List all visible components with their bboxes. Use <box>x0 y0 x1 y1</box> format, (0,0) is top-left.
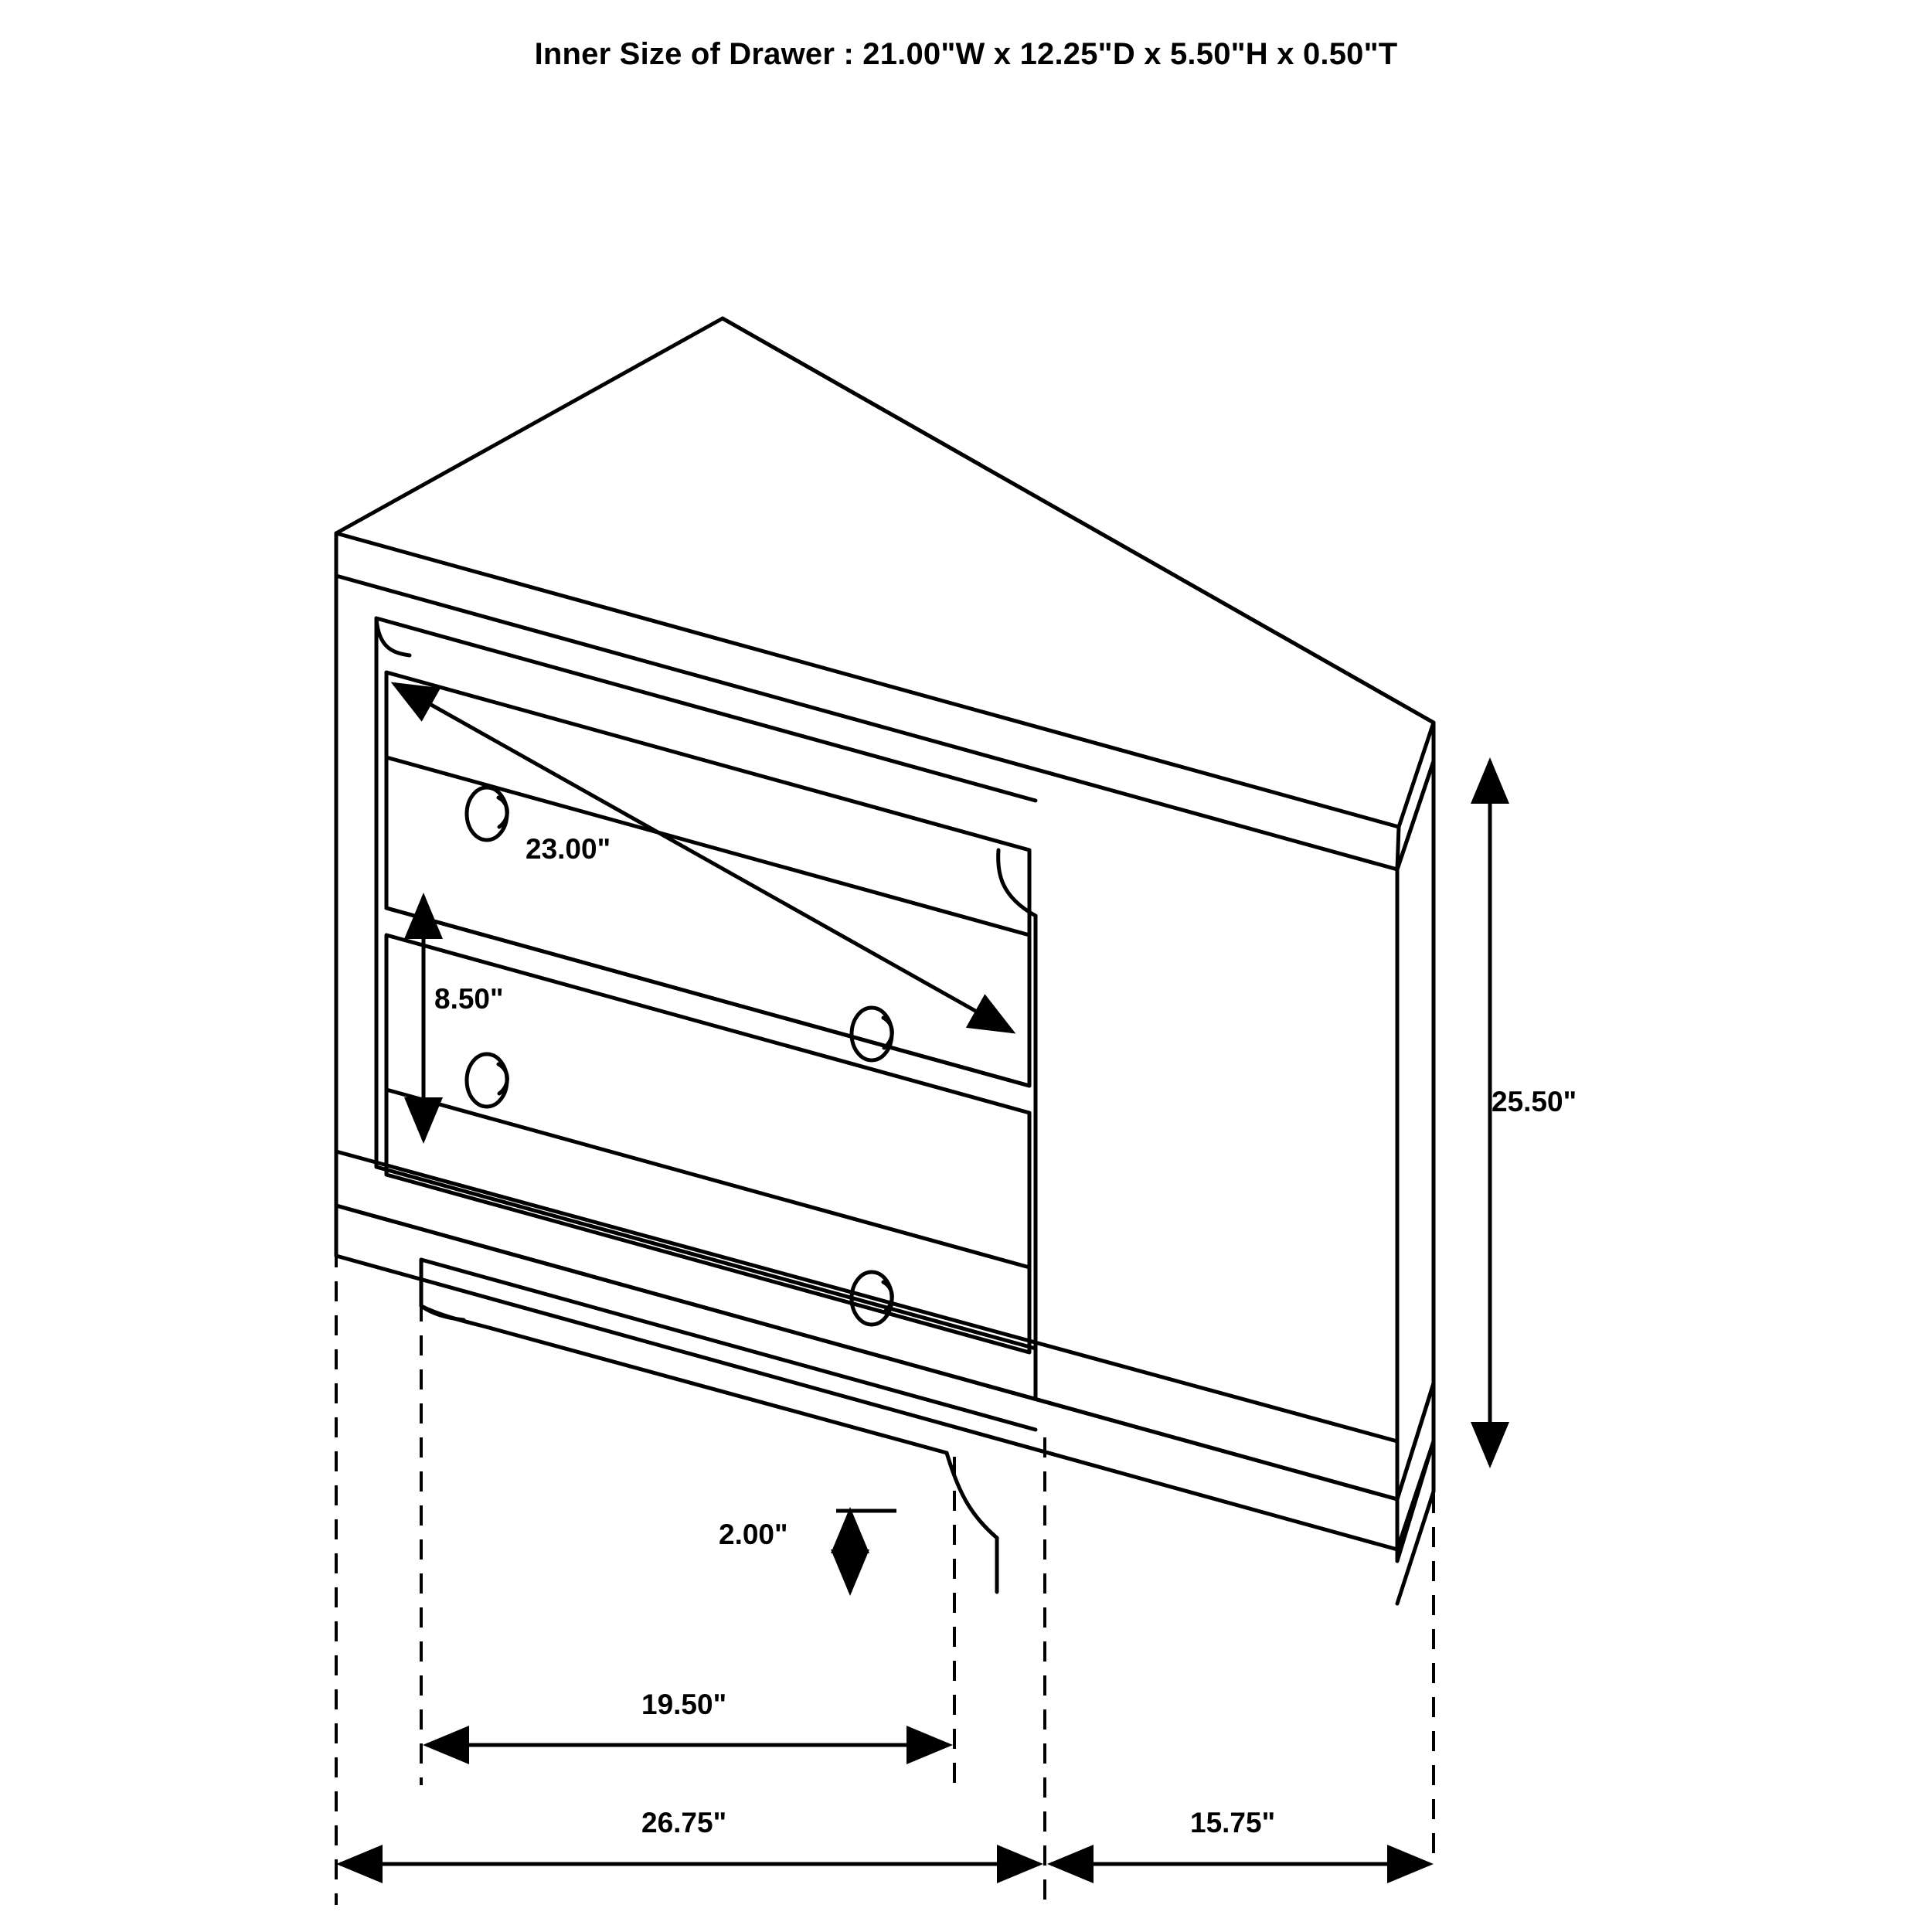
drawer-top-body <box>386 757 1029 1086</box>
drawer-knob-top-left <box>467 787 507 840</box>
dimension-label-drawer-opening-height: 8.50" <box>434 983 504 1015</box>
knob-detail-1 <box>498 798 507 827</box>
dimension-label-overall-depth: 15.75" <box>1190 1807 1276 1838</box>
page-title: Inner Size of Drawer : 21.00"W x 12.25"D x 5.50"H x 0.50"T <box>534 37 1398 71</box>
plinth-front <box>336 1206 1397 1549</box>
apron-arch-curve-join <box>421 1306 495 1329</box>
apron-top-edge <box>421 1260 1036 1430</box>
front-face <box>336 576 1397 1499</box>
dimension-label-overall-height: 25.50" <box>1492 1086 1577 1117</box>
drawer-knob-bottom-left <box>467 1054 507 1107</box>
top-panel-right-edge <box>723 318 1434 723</box>
dimension-label-base-height: 2.00" <box>719 1519 788 1550</box>
top-panel-face <box>336 318 1434 827</box>
dimension-label-overall-width: 26.75" <box>641 1807 727 1838</box>
dimension-label-drawer-width: 23.00" <box>526 833 611 865</box>
apron-bottom-edge <box>495 1329 947 1453</box>
knob-detail-3 <box>498 1064 507 1094</box>
drawer-knob-top-right <box>852 1008 892 1060</box>
face-frame-inner-top <box>376 618 1036 801</box>
dimension-label-leg-span: 19.50" <box>641 1689 727 1720</box>
knob-detail-2 <box>883 1018 892 1048</box>
side-panel <box>1397 761 1434 1499</box>
dimension-arrows <box>340 684 1490 1864</box>
